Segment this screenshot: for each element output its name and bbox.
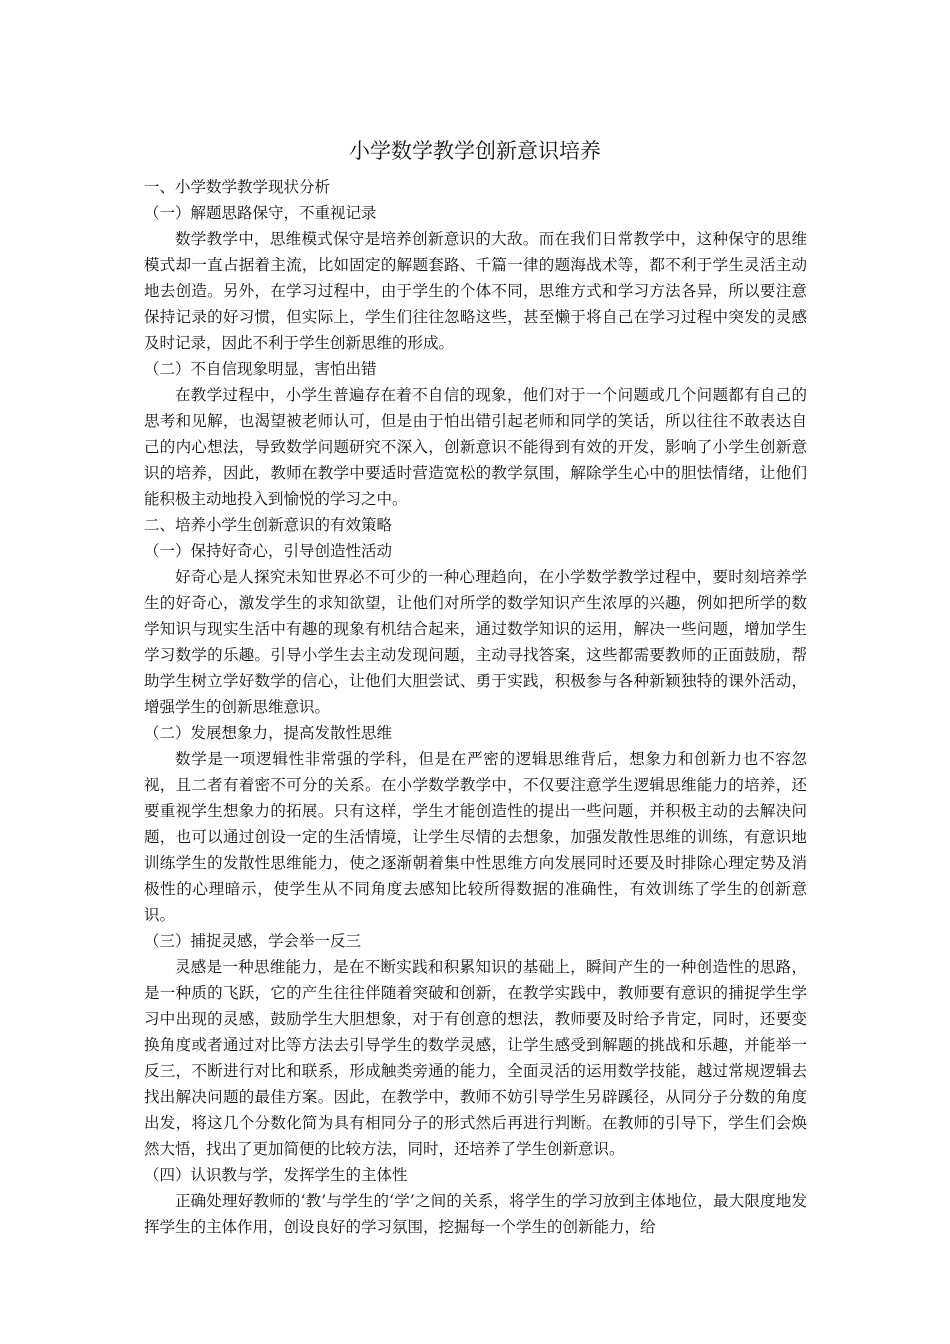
paragraph: 正确处理好教师的‘教’与学生的‘学’之间的关系，将学生的学习放到主体地位，最大限度地发挥学生的主体作用，创设良好的学习氛围，挖掘每一个学生的创新能力，给 bbox=[144, 1192, 807, 1236]
subsection-heading: （二）发展想象力，提高发散性思维 bbox=[144, 724, 393, 742]
section-heading: 二、培养小学生创新意识的有效策略 bbox=[144, 516, 393, 534]
paragraph: 在教学过程中，小学生普遍存在着不自信的现象，他们对于一个问题或几个问题都有自己的思考和见解，也渴望被老师认可，但是由于怕出错引起老师和同学的笑话，所以往往不敢表达自己的内心想法，导致数学问题研究不深入，创新意识不能得到有效的开发，影响了小学生创新意识的培养，因此，教师在教学中要适时营造宽松的教学氛围，解除学生心中的胆怯情绪，让他们能积极主动地投入到愉悦的学习之中。 bbox=[144, 386, 807, 508]
subsection-heading: （四）认识教与学，发挥学生的主体性 bbox=[144, 1166, 408, 1184]
page-title: 小学数学教学创新意识培养 bbox=[349, 139, 601, 163]
section-heading: 一、小学数学教学现状分析 bbox=[144, 178, 331, 196]
subsection-heading: （二）不自信现象明显，害怕出错 bbox=[144, 360, 377, 378]
paragraph: 好奇心是人探究未知世界必不可少的一种心理趋向，在小学数学教学过程中，要时刻培养学生的好奇心，激发学生的求知欲望，让他们对所学的数学知识产生浓厚的兴趣，例如把所学的数学知识与现实生活中有趣的现象有机结合起来，通过数学知识的运用，解决一些问题，增加学生学习数学的乐趣。引导小学生去主动发现问题，主动寻找答案，这些都需要教师的正面鼓励，帮助学生树立学好数学的信心，让他们大胆尝试、勇于实践，积极参与各种新颖独特的课外活动，增强学生的创新思维意识。 bbox=[144, 568, 807, 716]
paragraph: 数学是一项逻辑性非常强的学科，但是在严密的逻辑思维背后，想象力和创新力也不容忽视，且二者有着密不可分的关系。在小学数学教学中，不仅要注意学生逻辑思维能力的培养，还要重视学生想象力的拓展。只有这样，学生才能创造性的提出一些问题，并积极主动的去解决问题，也可以通过创设一定的生活情境，让学生尽情的去想象，加强发散性思维的训练，有意识地训练学生的发散性思维能力，使之逐渐朝着集中性思维方向发展同时还要及时排除心理定势及消极性的心理暗示，使学生从不同角度去感知比较所得数据的准确性，有效训练了学生的创新意识。 bbox=[144, 750, 807, 924]
document-body bbox=[144, 174, 807, 1240]
paragraph: 数学教学中，思维模式保守是培养创新意识的大敌。而在我们日常教学中，这种保守的思维模式却一直占据着主流，比如固定的解题套路、千篇一律的题海战术等，都不利于学生灵活主动地去创造。另外，在学习过程中，由于学生的个体不同，思维方式和学习方法各异，所以要注意保持记录的好习惯，但实际上，学生们往往忽略这些，甚至懒于将自己在学习过程中突发的灵感及时记录，因此不利于学生创新思维的形成。 bbox=[144, 230, 807, 352]
subsection-heading: （一）保持好奇心，引导创造性活动 bbox=[144, 542, 393, 560]
subsection-heading: （一）解题思路保守，不重视记录 bbox=[144, 204, 377, 222]
subsection-heading: （三）捕捉灵感，学会举一反三 bbox=[144, 932, 362, 950]
paragraph: 灵感是一种思维能力，是在不断实践和积累知识的基础上，瞬间产生的一种创造性的思路，是一种质的飞跃，它的产生往往伴随着突破和创新，在教学实践中，教师要有意识的捕捉学生学习中出现的灵感，鼓励学生大胆想象，对于有创意的想法，教师要及时给予肯定，同时，还要变换角度或者通过对比等方法去引导学生的数学灵感，让学生感受到解题的挑战和乐趣，并能举一反三，不断进行对比和联系，形成触类旁通的能力，全面灵活的运用数学技能，越过常规逻辑去找出解决问题的最佳方案。因此，在教学中，教师不妨引导学生另辟蹊径，从同分子分数的角度出发，将这几个分数化简为具有相同分子的形式然后再进行判断。在教师的引导下，学生们会焕然大悟，找出了更加简便的比较方法，同时，还培养了学生创新意识。 bbox=[144, 958, 807, 1158]
